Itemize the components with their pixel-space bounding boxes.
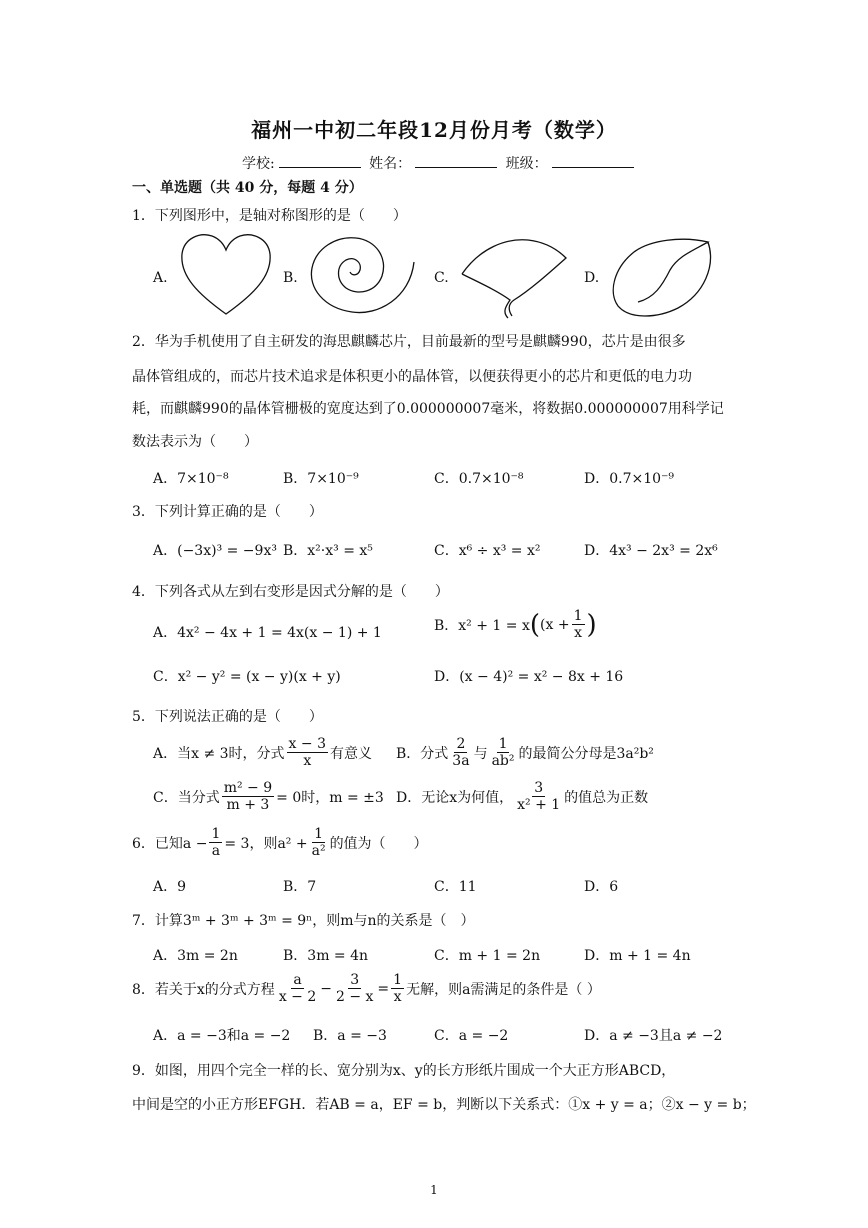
q2-line2: 晶体管组成的，而芯片技术追求是体积更小的晶体管，以便获得更小的芯片和更低的电力功 (132, 369, 692, 385)
denominator: x (393, 989, 402, 1005)
q5-a-fraction (287, 736, 328, 769)
q4-option-a: A．4x² − 4x + 1 = 4x(x − 1) + 1 (153, 625, 382, 641)
q5-b-prefix: B．分式 (396, 745, 449, 762)
q6-suffix: 的值为（ ） (329, 835, 428, 852)
school-label: 学校: (242, 156, 275, 172)
q9-line2: 中间是空的小正方形EFGH．若AB = a，EF = b，判断以下关系式：①x + y = a；②x − y = b； (132, 1097, 756, 1113)
q6-option-d: D．6 (584, 879, 619, 895)
q5-c-fraction (222, 780, 274, 813)
numerator: x − 3 (288, 736, 326, 752)
q8-fraction3 (391, 972, 404, 1005)
denominator: ab² (491, 753, 515, 769)
q6-fraction2 (310, 826, 328, 859)
denominator: x (574, 625, 582, 641)
info-line (242, 153, 638, 173)
q2-line1: 2．华为手机使用了自主研发的海思麒麟芯片，目前最新的型号是麒麟990，芯片是由很多 (132, 334, 686, 350)
q4-b-paren-close: ) (586, 609, 597, 640)
heart-shape-icon (178, 232, 274, 318)
q7-option-c: C．m + 1 = 2n (434, 948, 541, 964)
q1-option-d: D. (584, 270, 600, 286)
q6-option-c: C．11 (434, 879, 477, 895)
q5-b-mid: 与 (473, 745, 488, 762)
q4-b-paren-open: ( (529, 609, 541, 640)
page-title: 福州一中初二年段12月份月考（数学） (251, 118, 617, 142)
q1-stem: 1．下列图形中，是轴对称图形的是（ ） (132, 208, 407, 224)
denominator: m + 3 (226, 797, 270, 813)
q8-option-a: A．a = −3和a = −2 (153, 1028, 291, 1044)
q5-d-suffix: 的值总为正数 (564, 789, 649, 806)
name-field[interactable] (415, 153, 497, 168)
q8-option-d: D．a ≠ −3且a ≠ −2 (584, 1028, 723, 1044)
q3-option-c: C．x⁶ ÷ x³ = x² (434, 543, 541, 559)
q4-option-d: D．(x − 4)² = x² − 8x + 16 (434, 669, 624, 685)
q4-b-fraction (572, 608, 585, 641)
school-field[interactable] (279, 153, 361, 168)
q8-eq: = (377, 980, 390, 997)
numerator: 2 (456, 736, 466, 752)
q5-option-c (153, 780, 384, 813)
q7-option-b: B．3m = 4n (283, 948, 369, 964)
q2-option-a: A．7×10⁻⁸ (153, 471, 229, 487)
denominator: x − 2 (278, 989, 317, 1005)
q6-mid: = 3，则a² + (224, 835, 308, 852)
q2-line3: 耗，而麒麟990的晶体管栅极的宽度达到了0.000000007毫米，将数据0.000000007用科学记 (132, 401, 724, 417)
q3-option-b: B．x²·x³ = x⁵ (283, 543, 373, 559)
page-number: 1 (430, 1183, 438, 1197)
q1-option-b: B. (283, 270, 298, 286)
q3-option-a: A．(−3x)³ = −9x³ (153, 543, 277, 559)
q8-fraction2 (334, 972, 375, 1005)
q4-stem: 4．下列各式从左到右变形是因式分解的是（ ） (132, 584, 449, 600)
q4-b-prefix: B．x² + 1 = x (434, 617, 530, 634)
denominator: a² (311, 843, 326, 859)
q8-suffix: 无解，则a需满足的条件是（ ） (406, 981, 601, 998)
q2-line4: 数法表示为（ ） (132, 434, 258, 450)
q2-option-d: D．0.7×10⁻⁹ (584, 471, 675, 487)
numerator: 1 (393, 972, 403, 988)
q9-line1: 9．如图，用四个完全一样的长、宽分别为x、y的长方形纸片围成一个大正方形ABCD， (132, 1063, 676, 1079)
q3-option-d: D．4x³ − 2x³ = 2x⁶ (584, 543, 718, 559)
crescent-shape-icon (608, 236, 720, 322)
q6-prefix: 6．已知a − (132, 835, 208, 852)
q5-c-suffix: = 0时，m = ±3 (276, 789, 384, 806)
denominator: 3a (452, 753, 470, 769)
numerator: a (293, 972, 302, 988)
q8-fraction1 (277, 972, 318, 1005)
numerator: 3 (350, 972, 360, 988)
q8-option-b: B．a = −3 (313, 1028, 387, 1044)
q8-stem (132, 972, 601, 1005)
q8-minus: − (320, 980, 332, 997)
q2-option-c: C．0.7×10⁻⁸ (434, 471, 524, 487)
q1-option-c: C. (434, 270, 449, 286)
q5-option-d (396, 780, 648, 813)
q8-option-c: C．a = −2 (434, 1028, 509, 1044)
q7-option-a: A．3m = 2n (153, 948, 238, 964)
q3-stem: 3．下列计算正确的是（ ） (132, 504, 323, 520)
denominator: 2 − x (335, 989, 374, 1005)
q4-b-paren-inner: (x + (540, 616, 570, 633)
numerator: 3 (534, 780, 544, 796)
q5-d-fraction (515, 780, 562, 813)
denominator: x² + 1 (517, 797, 561, 813)
q5-b-suffix: 的最简公分母是3a²b² (518, 745, 654, 762)
q5-option-a (153, 736, 372, 769)
q8-prefix: 8．若关于x的分式方程 (132, 981, 275, 998)
q2-option-b: B．7×10⁻⁹ (283, 471, 359, 487)
denominator: x (303, 753, 312, 769)
q5-a-suffix: 有意义 (329, 745, 372, 762)
section-heading: 一、单选题（共 40 分，每题 4 分） (132, 180, 363, 196)
q5-b-fraction2 (490, 736, 517, 769)
q6-option-b: B．7 (283, 879, 317, 895)
class-label: 班级： (505, 156, 548, 172)
q5-b-fraction1 (450, 736, 471, 769)
spiral-shape-icon (306, 232, 418, 318)
q5-a-prefix: A．当x ≠ 3时，分式 (153, 745, 285, 762)
q5-stem: 5．下列说法正确的是（ ） (132, 709, 323, 725)
class-field[interactable] (552, 153, 634, 168)
q6-stem (132, 826, 428, 859)
q5-d-prefix: D．无论x为何值， (396, 789, 514, 806)
numerator: m² − 9 (223, 780, 273, 796)
q6-fraction1 (209, 826, 222, 859)
q5-c-prefix: C．当分式 (153, 789, 220, 806)
denominator: a (211, 843, 221, 859)
numerator: 1 (211, 826, 221, 842)
fan-shape-icon (458, 234, 570, 320)
q7-stem: 7．计算3ᵐ + 3ᵐ + 3ᵐ = 9ⁿ，则m与n的关系是（ ） (132, 913, 475, 929)
q5-option-b (396, 736, 654, 769)
numerator: 1 (573, 608, 583, 624)
numerator: 1 (498, 736, 508, 752)
q1-option-a: A. (153, 270, 168, 286)
name-label: 姓名： (369, 156, 412, 172)
numerator: 1 (314, 826, 324, 842)
q4-option-c: C．x² − y² = (x − y)(x + y) (153, 669, 341, 685)
q7-option-d: D．m + 1 = 4n (584, 948, 691, 964)
q6-option-a: A．9 (153, 879, 187, 895)
q4-option-b (434, 608, 597, 641)
